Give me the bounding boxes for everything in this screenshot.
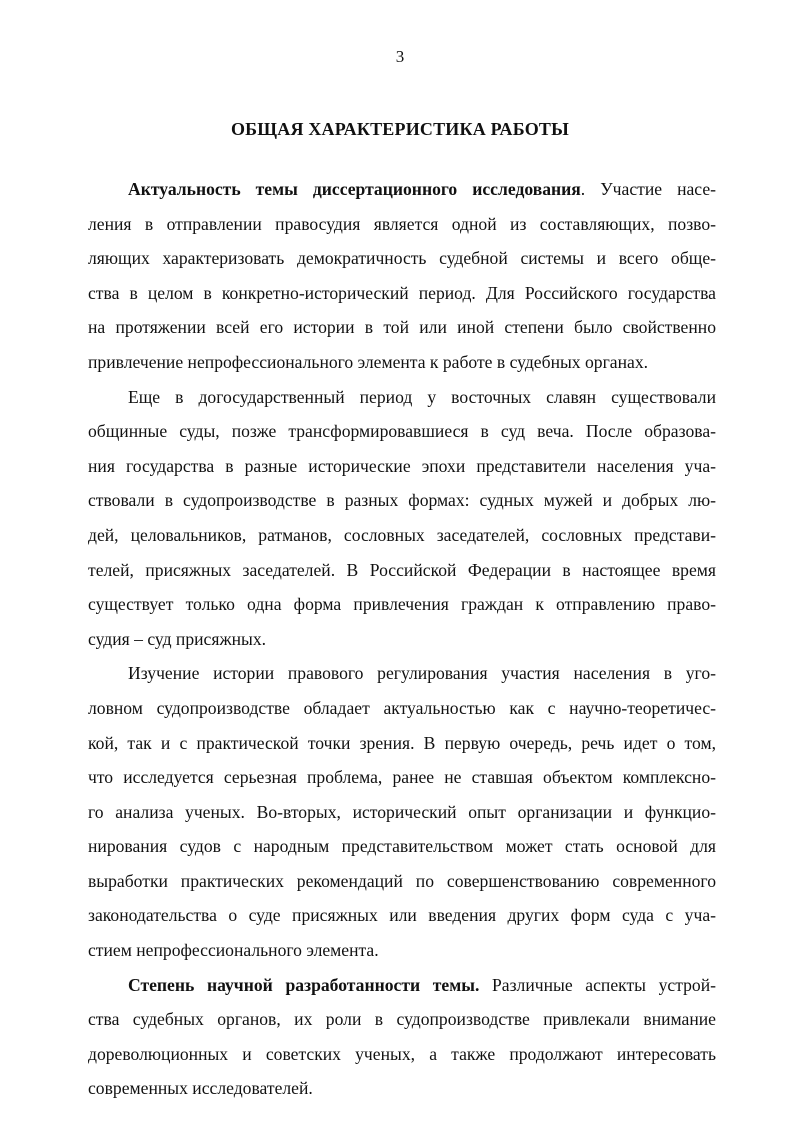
text-line: общинные суды, позже трансформировавшиеся в суд веча. После образова- (88, 421, 716, 442)
paragraph-history (88, 380, 716, 657)
text-line: дей, целовальников, ратманов, сословных заседателей, сословных представи- (88, 524, 716, 545)
text-line: го анализа ученых. Во-вторых, исторический опыт организации и функцио- (88, 801, 716, 822)
text-line: привлечение непрофессионального элемента к работе в судебных органах. (88, 351, 649, 372)
paragraph-research-degree (88, 968, 716, 1106)
paragraph-study (88, 656, 716, 967)
text-line: ления в отправлении правосудия является одной из составляющих, позво- (88, 213, 716, 234)
text-line: стием непрофессионального элемента. (88, 940, 379, 961)
text-line: выработки практических рекомендаций по совершенствованию современного (88, 870, 716, 891)
text-line: Актуальность темы диссертационного исследования. Участие насе- (128, 179, 716, 199)
text-line: нирования судов с народным представительством может стать основой для (88, 836, 716, 857)
page-number: 3 (395, 47, 405, 66)
body-text (88, 172, 716, 1106)
text-line: телей, присяжных заседателей. В Российской Федерации в настоящее время (88, 559, 716, 580)
text-line: ствовали в судопроизводстве в разных формах: судных мужей и добрых лю- (88, 490, 716, 511)
text-line: дореволюционных и советских ученых, а также продолжают интересовать (88, 1043, 716, 1064)
section-heading: ОБЩАЯ ХАРАКТЕРИСТИКА РАБОТЫ (230, 119, 570, 139)
paragraph-lead: Степень научной разработанности темы. (128, 974, 480, 995)
text-line: ства судебных органов, их роли в судопроизводстве привлекали внимание (88, 1009, 716, 1030)
text-line: кой, так и с практической точки зрения. В первую очередь, речь идет о том, (88, 732, 716, 753)
text-line: Степень научной разработанности темы. Различные аспекты устрой- (128, 974, 716, 995)
text-line: ловном судопроизводстве обладает актуальностью как с научно-теоретичес- (88, 697, 716, 718)
text-line: ства в целом в конкретно-исторический период. Для Российского государства (88, 282, 716, 303)
text-line: Еще в догосударственный период у восточных славян существовали (128, 386, 716, 407)
paragraph-relevance (88, 172, 716, 380)
text-line: что исследуется серьезная проблема, ранее не ставшая объектом комплексно- (88, 767, 716, 788)
text-line: ляющих характеризовать демократичность судебной системы и всего обще- (88, 248, 716, 269)
text-line: Изучение истории правового регулирования участия населения в уго- (128, 663, 716, 684)
text-line: на протяжении всей его истории в той или иной степени было свойственно (88, 317, 716, 338)
text-line: современных исследователей. (88, 1078, 313, 1099)
text-line: законодательства о суде присяжных или введения других форм суда с уча- (88, 905, 716, 926)
text-line: существует только одна форма привлечения граждан к отправлению право- (88, 594, 716, 615)
paragraph-lead: Актуальность темы диссертационного исследования (128, 179, 581, 199)
text-line: ния государства в разные исторические эпохи представители населения уча- (88, 455, 716, 476)
text-line: судия – суд присяжных. (88, 628, 267, 649)
